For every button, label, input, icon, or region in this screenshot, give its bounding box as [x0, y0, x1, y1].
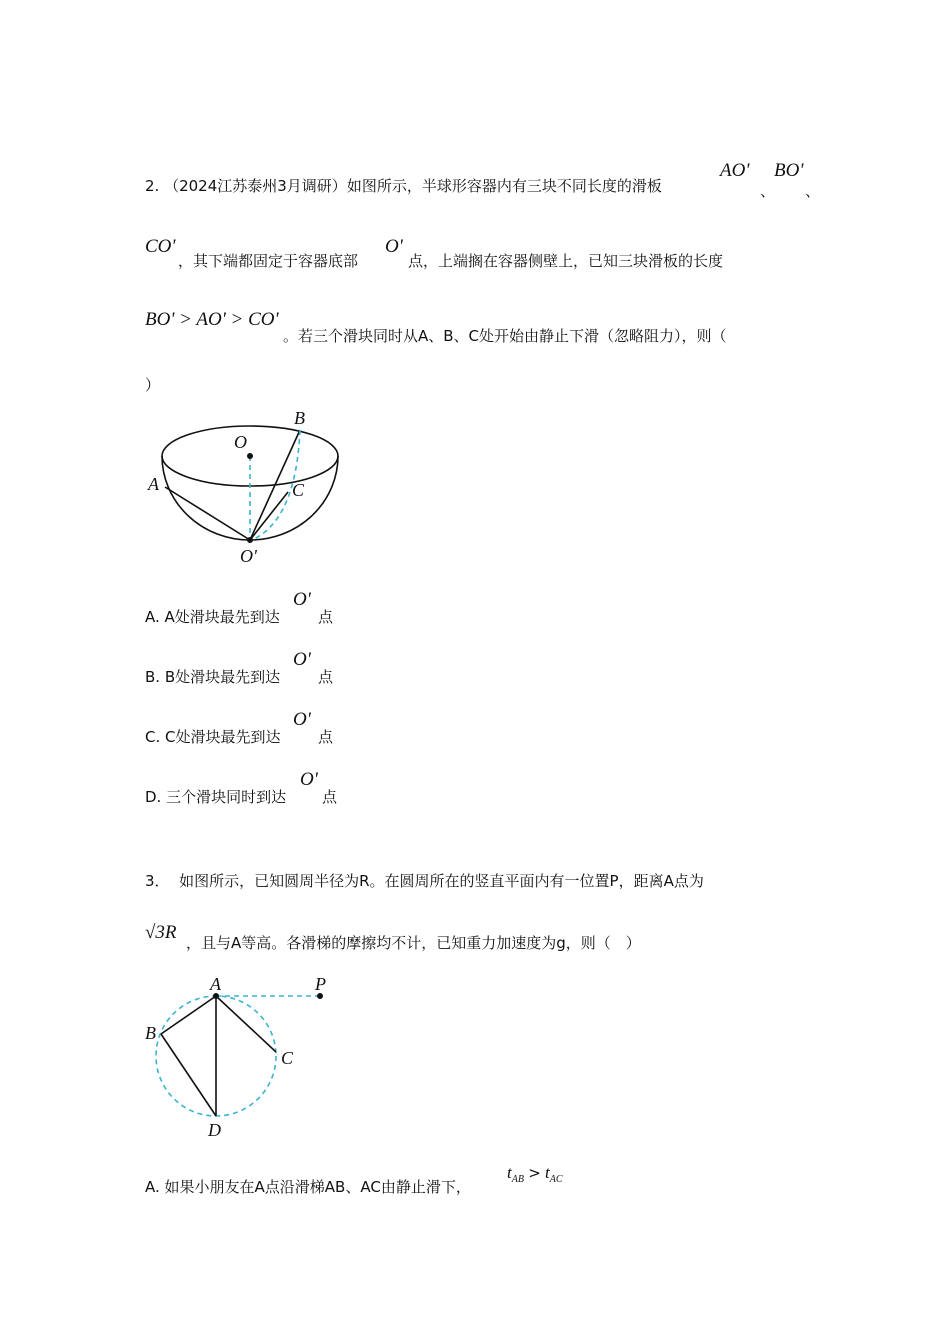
math-o-prime: O'	[385, 236, 403, 257]
greater-than: >	[528, 1164, 541, 1182]
option-d-suffix: 点	[322, 788, 338, 806]
math-bo-prime: BO'	[774, 160, 804, 181]
t-symbol: t	[507, 1163, 512, 1182]
option-a-text: A. A处滑块最先到达	[145, 608, 280, 626]
q3-number: 3．	[145, 872, 170, 890]
option-d-math: O'	[300, 769, 318, 790]
math-co-prime: CO'	[145, 236, 176, 257]
q2-stem-4: ）	[145, 376, 161, 394]
label-b: B	[145, 1023, 156, 1043]
separator: 、	[760, 182, 776, 200]
q2-stem-2b: 点，上端搁在容器侧壁上，已知三块滑板的长度	[408, 252, 724, 270]
label-o: O	[234, 432, 247, 452]
option-a-math: O'	[293, 589, 311, 610]
option-a	[145, 607, 280, 627]
circle-figure	[140, 972, 340, 1142]
q2-stem-2a: ，其下端都固定于容器底部	[178, 252, 359, 270]
option-b-math: O'	[293, 649, 311, 670]
option-b	[145, 667, 280, 687]
math-length-inequality: BO' > AO' > CO'	[145, 309, 279, 330]
subscript-ab: AB	[511, 1174, 524, 1185]
option-b-text: B. B处滑块最先到达	[145, 668, 281, 686]
math-time-inequality	[507, 1162, 563, 1191]
label-d: D	[208, 1120, 221, 1140]
q2-stem-3: 。若三个滑块同时从A、B、C处开始由静止下滑（忽略阻力），则（	[283, 327, 727, 345]
option-d	[145, 787, 286, 807]
label-a: A	[148, 474, 159, 494]
label-o-prime: O'	[240, 546, 257, 566]
subscript-ac: AC	[549, 1174, 563, 1185]
q2-number: 2.	[145, 177, 160, 195]
option-c-math: O'	[293, 709, 311, 730]
math-sqrt3-r: √3R	[145, 922, 177, 943]
q3-option-a	[145, 1177, 471, 1197]
option-c-suffix: 点	[318, 728, 334, 746]
option-a-suffix: 点	[318, 608, 334, 626]
label-c: C	[281, 1048, 294, 1068]
math-ao-prime: AO'	[720, 160, 750, 181]
q2-source: （2024江苏泰州3月调研）	[164, 177, 347, 195]
q3-stem-2: ，且与A等高。各滑梯的摩擦均不计，已知重力加速度为g，则（ ）	[186, 934, 641, 952]
label-c: C	[292, 480, 305, 500]
label-b: B	[294, 408, 305, 428]
option-d-text: D. 三个滑块同时到达	[145, 788, 287, 806]
hemisphere-figure	[145, 408, 345, 568]
label-a: A	[210, 974, 221, 994]
q2-stem-1: 如图所示，半球形容器内有三块不同长度的滑板	[346, 177, 662, 195]
t-symbol: t	[545, 1163, 550, 1182]
q3-stem-1: 如图所示，已知圆周半径为R。在圆周所在的竖直平面内有一位置P，距离A点为	[179, 872, 704, 890]
option-c	[145, 727, 280, 747]
label-p: P	[315, 974, 326, 994]
option-b-suffix: 点	[318, 668, 334, 686]
q3-option-a-text: A. 如果小朋友在A点沿滑梯AB、AC由静止滑下，	[145, 1178, 471, 1196]
q2-line1	[145, 176, 662, 196]
q3-line1	[145, 871, 704, 891]
separator: 、	[805, 182, 821, 200]
option-c-text: C. C处滑块最先到达	[145, 728, 281, 746]
